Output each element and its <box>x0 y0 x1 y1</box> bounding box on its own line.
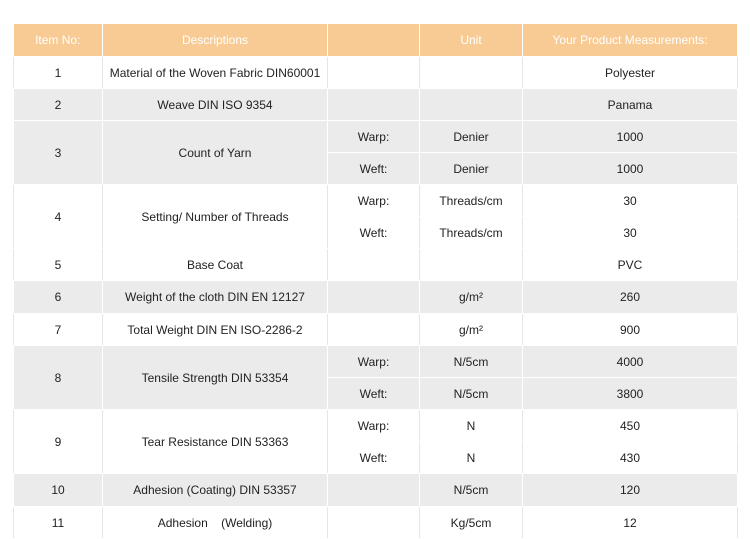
measurement-value: 1000 <box>523 121 738 153</box>
description: Adhesion (Coating) DIN 53357 <box>103 474 328 507</box>
item-number: 11 <box>14 507 103 539</box>
measurement-value: 3800 <box>523 378 738 410</box>
item-number: 5 <box>14 249 103 281</box>
header-blank <box>328 24 420 57</box>
description: Count of Yarn <box>103 121 328 185</box>
unit: N/5cm <box>420 346 523 378</box>
sub-label <box>328 314 420 346</box>
header-unit: Unit <box>420 24 523 57</box>
description: Material of the Woven Fabric DIN60001 <box>103 57 328 89</box>
sub-label-warp: Warp: <box>328 185 420 217</box>
table-row <box>14 507 738 539</box>
measurement-value: 12 <box>523 507 738 539</box>
table-row <box>14 249 738 281</box>
item-number: 7 <box>14 314 103 346</box>
unit: Threads/cm <box>420 217 523 249</box>
table-row <box>14 410 738 442</box>
unit <box>420 57 523 89</box>
description: Tensile Strength DIN 53354 <box>103 346 328 410</box>
sub-label <box>328 89 420 121</box>
sub-label <box>328 57 420 89</box>
description: Base Coat <box>103 249 328 281</box>
table-row <box>14 281 738 314</box>
sub-label-weft: Weft: <box>328 217 420 249</box>
description: Tear Resistance DIN 53363 <box>103 410 328 474</box>
table-row <box>14 474 738 507</box>
table-row <box>14 314 738 346</box>
table-row <box>14 89 738 121</box>
unit: Kg/5cm <box>420 507 523 539</box>
item-number: 3 <box>14 121 103 185</box>
measurement-value: 30 <box>523 217 738 249</box>
measurement-value: 260 <box>523 281 738 314</box>
item-number: 9 <box>14 410 103 474</box>
table-row <box>14 346 738 378</box>
description: Weight of the cloth DIN EN 12127 <box>103 281 328 314</box>
unit: N <box>420 410 523 442</box>
measurement-value: Polyester <box>523 57 738 89</box>
sub-label-warp: Warp: <box>328 121 420 153</box>
measurement-value: 450 <box>523 410 738 442</box>
unit: N <box>420 442 523 474</box>
measurement-value: 900 <box>523 314 738 346</box>
table-row <box>14 185 738 217</box>
description: Setting/ Number of Threads <box>103 185 328 249</box>
header-descriptions: Descriptions <box>103 24 328 57</box>
item-number: 4 <box>14 185 103 249</box>
measurement-value: 430 <box>523 442 738 474</box>
unit <box>420 249 523 281</box>
measurement-value: 30 <box>523 185 738 217</box>
measurement-value: 4000 <box>523 346 738 378</box>
unit: g/m² <box>420 281 523 314</box>
item-number: 10 <box>14 474 103 507</box>
unit: Denier <box>420 153 523 185</box>
item-number: 6 <box>14 281 103 314</box>
sub-label-warp: Warp: <box>328 410 420 442</box>
item-number: 1 <box>14 57 103 89</box>
sub-label <box>328 507 420 539</box>
measurement-value: 1000 <box>523 153 738 185</box>
spec-table <box>13 24 738 539</box>
unit <box>420 89 523 121</box>
sub-label <box>328 474 420 507</box>
unit: Threads/cm <box>420 185 523 217</box>
table-row <box>14 57 738 89</box>
sub-label-warp: Warp: <box>328 346 420 378</box>
header-item-no: Item No: <box>14 24 103 57</box>
measurement-value: 120 <box>523 474 738 507</box>
measurement-value: PVC <box>523 249 738 281</box>
sub-label <box>328 249 420 281</box>
header-measurements: Your Product Measurements: <box>523 24 738 57</box>
description: Total Weight DIN EN ISO-2286-2 <box>103 314 328 346</box>
sub-label-weft: Weft: <box>328 442 420 474</box>
description: Weave DIN ISO 9354 <box>103 89 328 121</box>
item-number: 2 <box>14 89 103 121</box>
item-number: 8 <box>14 346 103 410</box>
sub-label <box>328 281 420 314</box>
sub-label-weft: Weft: <box>328 378 420 410</box>
measurement-value: Panama <box>523 89 738 121</box>
header-row <box>14 24 738 57</box>
unit: N/5cm <box>420 378 523 410</box>
unit: g/m² <box>420 314 523 346</box>
description: Adhesion (Welding) <box>103 507 328 539</box>
table-row <box>14 121 738 153</box>
sub-label-weft: Weft: <box>328 153 420 185</box>
unit: N/5cm <box>420 474 523 507</box>
unit: Denier <box>420 121 523 153</box>
